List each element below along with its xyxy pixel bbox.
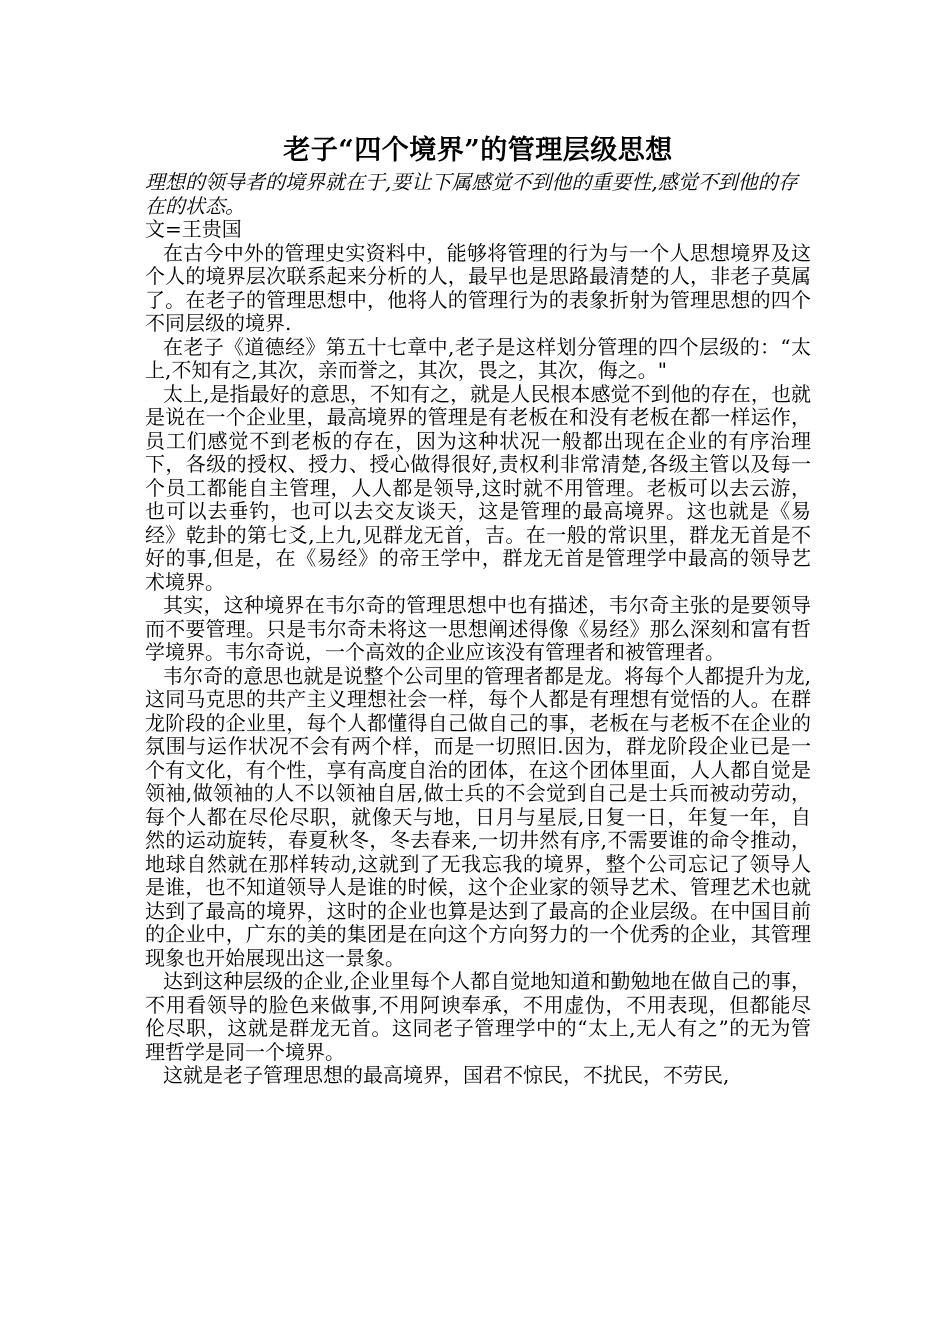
paragraph: 太上,是指最好的意思，不知有之，就是人民根本感觉不到他的存在，也就是说在一个企业里，最高境界的管理是有老板在和没有老板在都一样运作，员工们感觉不到老板的存在，因为这种状况一般都出现在企业的有序治理下，各级的授权、授力、授心做得很好,责权利非常清楚,各级主管以及每一个员工都能自主管理，人人都是领导,这时就不用管理。老板可以去云游，也可以去垂钓，也可以去交友谈天，这是管理的最高境界。这也就是《易经》乾卦的第七爻,上九,见群龙无首，吉。在一般的常识里，群龙无首是不好的事,但是，在《易经》的帝王学中，群龙无首是管理学中最高的领导艺术境界。: [145, 381, 811, 594]
document-title: 老子“四个境界”的管理层级思想: [283, 135, 673, 166]
paragraph: 在古今中外的管理史实资料中，能够将管理的行为与一个人思想境界及这个人的境界层次联系起来分析的人，最早也是思路最清楚的人，非老子莫属了。在老子的管理思想中，他将人的管理行为的表象折射为管理思想的四个不同层级的境界.: [145, 240, 811, 335]
paragraph: 达到这种层级的企业,企业里每个人都自觉地知道和勤勉地在做自己的事，不用看领导的脸色来做事,不用阿谀奉承，不用虚伪，不用表现，但都能尽伦尽职，这就是群龙无首。这同老子管理学中的“太上,无人有之”的无为管理哲学是同一个境界。: [145, 969, 811, 1064]
paragraph: 其实，这种境界在韦尔奇的管理思想中也有描述，韦尔奇主张的是要领导而不要管理。只是韦尔奇未将这一思想阐述得像《易经》那么深刻和富有哲学境界。韦尔奇说，一个高效的企业应该没有管理者和被管理者。: [145, 593, 811, 664]
paragraph: 在老子《道德经》第五十七章中,老子是这样划分管理的四个层级的：“太上,不知有之,其次，亲而誉之，其次，畏之，其次，侮之。": [145, 334, 811, 382]
paragraph: 这就是老子管理思想的最高境界，国君不惊民，不扰民，不劳民,: [163, 1063, 730, 1087]
paragraph: 韦尔奇的意思也就是说整个公司里的管理者都是龙。将每个人都提升为龙,这同马克思的共产主义理想社会一样，每个人都是有理想有觉悟的人。在群龙阶段的企业里，每个人都懂得自己做自己的事，老板在与老板不在企业的氛围与运作状况不会有两个样，而是一切照旧.因为，群龙阶段企业已是一个有文化，有个性，享有高度自治的团体，在这个团体里面，人人都自觉是领袖,做领袖的人不以领袖自居,做士兵的不会觉到自己是士兵而被动劳动，每个人都在尽伦尽职，就像天与地，日月与星辰,日复一日，年复一年，自然的运动旋转，春夏秋冬，冬去春来,一切井然有序,不需要谁的命令推动，地球自然就在那样转动,这就到了无我忘我的境界，整个公司忘记了领导人是谁，也不知道领导人是谁的时候，这个企业家的领导艺术、管理艺术也就达到了最高的境界，这时的企业也算是达到了最高的企业层级。在中国目前的企业中，广东的美的集团是在向这个方向努力的一个优秀的企业，其管理现象也开始展现出这一景象。: [145, 663, 811, 970]
document-subtitle: 理想的领导者的境界就在于,要让下属感觉不到他的重要性,感觉不到他的存在的状态。: [145, 170, 798, 218]
document-body: [145, 133, 811, 1088]
document-author: 文=王贵国: [145, 217, 242, 241]
